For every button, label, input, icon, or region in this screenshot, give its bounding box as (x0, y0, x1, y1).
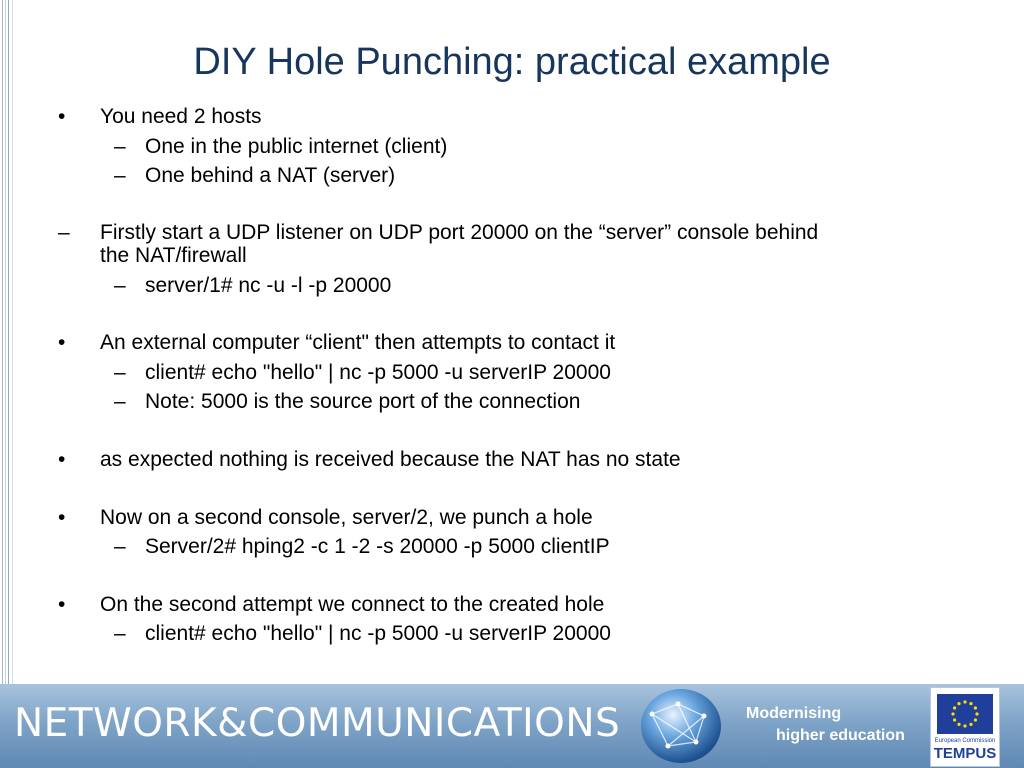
dash-marker: – (114, 622, 126, 645)
globe-network-icon (638, 686, 724, 766)
bullet-marker: • (58, 331, 66, 354)
sub-bullet-text: One behind a NAT (server) (145, 164, 396, 187)
sub-bullet-text: Server/2# hping2 -c 1 -2 -s 20000 -p 5000 clientIP (145, 535, 610, 558)
footer-banner (0, 684, 1024, 768)
sub-bullet-text: client# echo "hello" | nc -p 5000 -u serverIP 20000 (145, 622, 611, 645)
bullet-text: You need 2 hosts (100, 105, 262, 128)
dash-marker: – (114, 164, 126, 187)
left-decorative-lines (0, 0, 18, 684)
bullet-marker: – (58, 221, 70, 244)
bullet-text-line2: the NAT/firewall (100, 244, 247, 267)
sub-bullet-text: server/1# nc -u -l -p 20000 (145, 274, 392, 297)
bullet-marker: • (58, 105, 66, 128)
logo-name: TEMPUS (933, 745, 997, 762)
bullet-text-line1: Firstly start a UDP listener on UDP port 20000 on the “server” console behind (100, 221, 819, 244)
bullet-text: Now on a second console, server/2, we punch a hole (100, 506, 593, 529)
bullet-text: as expected nothing is received because the NAT has no state (100, 448, 681, 471)
logo-small-text: European Commission (934, 738, 996, 744)
sub-bullet-text: Note: 5000 is the source port of the connection (145, 390, 581, 413)
dash-marker: – (114, 390, 126, 413)
dash-marker: – (114, 535, 126, 558)
tagline-line1: Modernising (746, 705, 842, 722)
dash-marker: – (114, 361, 126, 384)
bullet-marker: • (58, 506, 66, 529)
eu-flag-icon (937, 694, 993, 734)
dash-marker: – (114, 274, 126, 297)
footer-title: NETWORK&COMMUNICATIONS (14, 701, 621, 746)
sub-bullet-text: One in the public internet (client) (145, 135, 448, 158)
slide-title: DIY Hole Punching: practical example (193, 41, 831, 83)
dash-marker: – (114, 135, 126, 158)
tagline-line2: higher education (776, 727, 905, 744)
tempus-logo (930, 687, 1000, 767)
bullet-text: On the second attempt we connect to the created hole (100, 593, 605, 616)
sub-bullet-text: client# echo "hello" | nc -p 5000 -u serverIP 20000 (145, 361, 611, 384)
bullet-text: An external computer “client" then attempts to contact it (100, 331, 616, 354)
bullet-marker: • (58, 593, 66, 616)
bullet-marker: • (58, 448, 66, 471)
